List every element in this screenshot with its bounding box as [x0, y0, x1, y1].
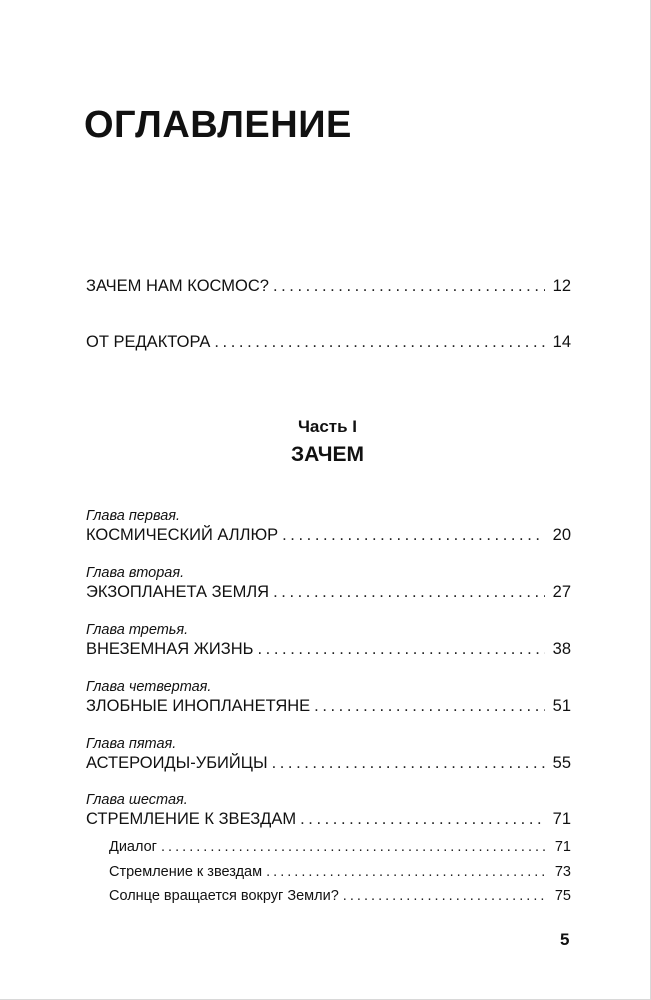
toc-subsection-label: Солнце вращается вокруг Земли? — [109, 888, 339, 904]
toc-chapter-title: КОСМИЧЕСКИЙ АЛЛЮР — [86, 526, 279, 544]
chapter-kicker: Глава пятая. — [86, 736, 177, 752]
dot-leader — [300, 808, 545, 830]
toc-entry-why-space[interactable] — [86, 275, 571, 297]
toc-chapter-3[interactable] — [86, 638, 571, 660]
chapter-kicker: Глава шестая. — [86, 792, 188, 808]
toc-subsection-page: 71 — [554, 839, 571, 855]
toc-subsection-page: 75 — [554, 888, 571, 904]
dot-leader — [214, 331, 545, 353]
part-label: Часть I — [297, 417, 358, 436]
dot-leader — [272, 752, 545, 774]
toc-subsection-to-the-stars[interactable] — [109, 861, 571, 883]
toc-entry-from-editor[interactable] — [86, 331, 571, 353]
chapter-kicker: Глава четвертая. — [86, 679, 212, 695]
toc-chapter-2[interactable] — [86, 581, 571, 603]
toc-subsection-label: Стремление к звездам — [109, 864, 263, 880]
toc-subsection-sun-rotates[interactable] — [109, 885, 571, 907]
toc-chapter-page: 20 — [552, 526, 571, 544]
dot-leader — [258, 638, 545, 660]
toc-chapter-page: 51 — [552, 697, 571, 715]
toc-chapter-4[interactable] — [86, 695, 571, 717]
toc-chapter-title: СТРЕМЛЕНИЕ К ЗВЕЗДАМ — [86, 810, 297, 828]
toc-chapter-title: ЭКЗОПЛАНЕТА ЗЕМЛЯ — [86, 583, 270, 601]
chapter-kicker: Глава третья. — [86, 622, 189, 638]
toc-subsection-dialog[interactable] — [109, 836, 571, 858]
toc-entry-label: ЗАЧЕМ НАМ КОСМОС? — [86, 277, 269, 295]
page-title: ОГЛАВЛЕНИЕ — [84, 104, 352, 146]
chapter-kicker: Глава вторая. — [86, 565, 185, 581]
toc-chapter-page: 27 — [552, 583, 571, 601]
dot-leader — [273, 581, 545, 603]
toc-chapter-title: ЗЛОБНЫЕ ИНОПЛАНЕТЯНЕ — [86, 697, 311, 715]
dot-leader — [273, 275, 545, 297]
toc-chapter-5[interactable] — [86, 752, 571, 774]
toc-chapter-page: 55 — [552, 754, 571, 772]
toc-entry-label: ОТ РЕДАКТОРА — [86, 333, 211, 351]
toc-chapter-page: 71 — [552, 810, 571, 828]
toc-subsection-label: Диалог — [109, 839, 157, 855]
dot-leader — [314, 695, 545, 717]
toc-chapter-6[interactable] — [86, 808, 571, 830]
toc-chapter-page: 38 — [552, 640, 571, 658]
toc-subsection-page: 73 — [554, 864, 571, 880]
dot-leader — [266, 861, 545, 883]
toc-entry-page: 14 — [552, 333, 571, 351]
toc-chapter-title: ВНЕЗЕМНАЯ ЖИЗНЬ — [86, 640, 254, 658]
dot-leader — [282, 524, 545, 546]
page-number: 5 — [560, 930, 570, 949]
part-title: ЗАЧЕМ — [291, 443, 364, 466]
dot-leader — [343, 885, 545, 907]
chapter-kicker: Глава первая. — [86, 508, 181, 524]
toc-chapter-title: АСТЕРОИДЫ-УБИЙЦЫ — [86, 754, 268, 772]
toc-chapter-1[interactable] — [86, 524, 571, 546]
toc-entry-page: 12 — [552, 277, 571, 295]
dot-leader — [161, 836, 545, 858]
